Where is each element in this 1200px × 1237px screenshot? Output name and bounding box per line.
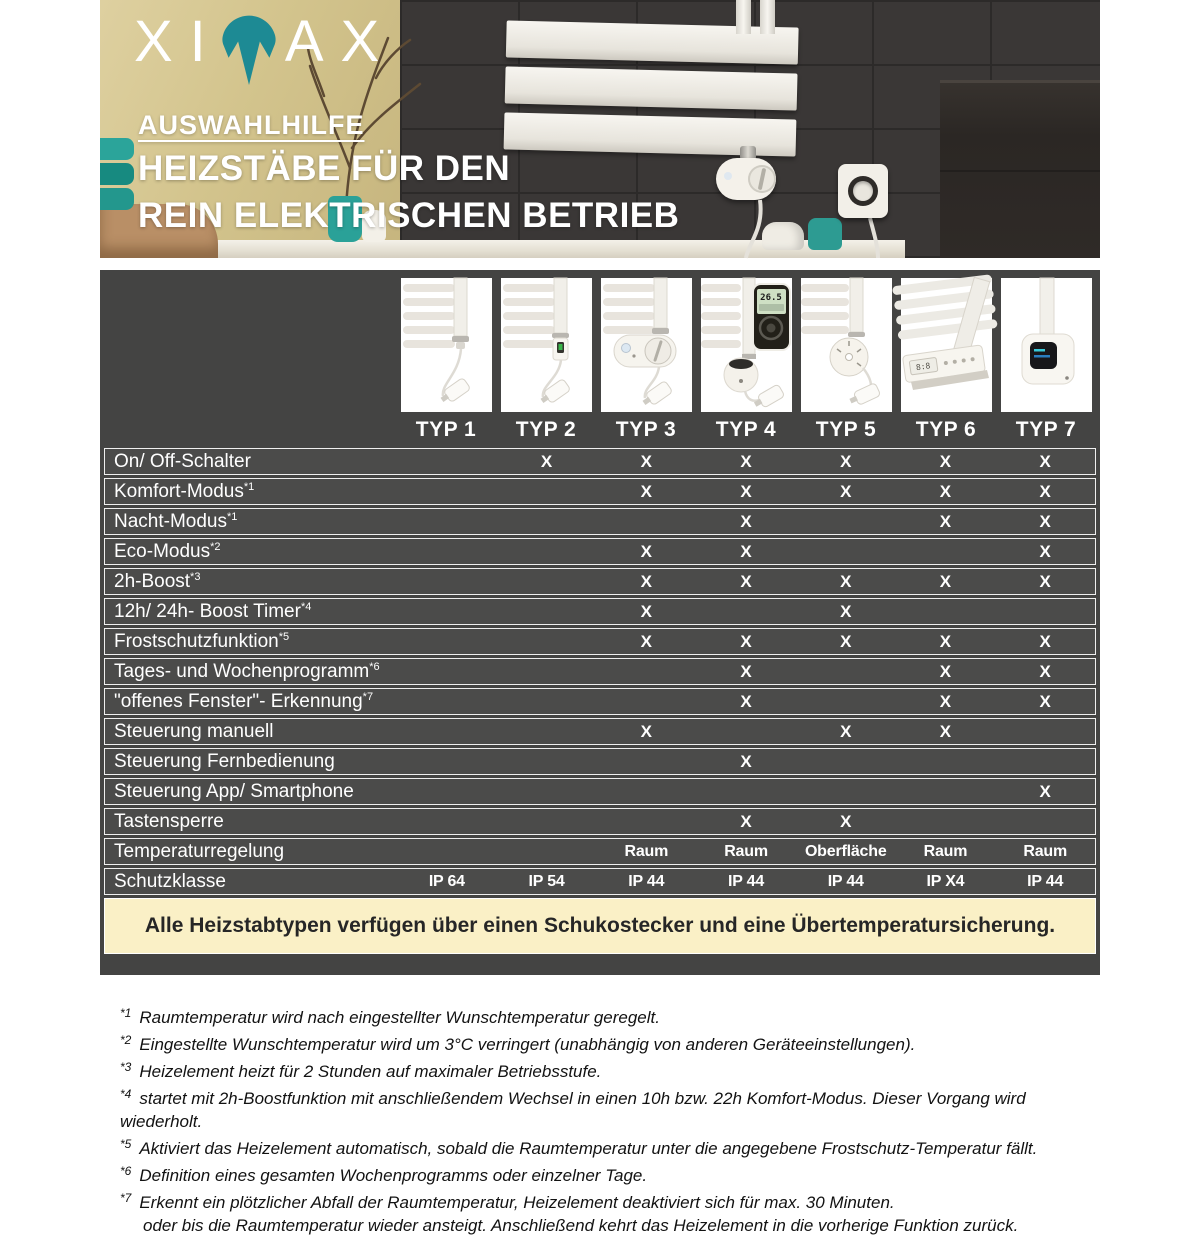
feature-cell: X — [840, 601, 852, 621]
feature-cell: X — [740, 571, 752, 591]
feature-label-sup: *7 — [362, 690, 374, 703]
logo-m-icon — [215, 14, 283, 88]
feature-row — [104, 508, 1096, 535]
feature-label — [105, 601, 397, 623]
feature-cell — [696, 599, 796, 624]
feature-cell — [896, 749, 996, 774]
feature-cell: Raum — [724, 842, 768, 860]
feature-cell: X — [1039, 541, 1051, 561]
feature-cell — [995, 599, 1095, 624]
feature-cells — [397, 629, 1095, 654]
feature-label — [105, 811, 397, 833]
feature-label — [105, 721, 397, 743]
comparison-panel — [100, 270, 1100, 975]
feature-label-text: Temperaturregelung — [114, 840, 285, 862]
feature-cell: X — [939, 691, 952, 711]
feature-cells — [397, 659, 1095, 684]
typ3-label: TYP 3 — [615, 418, 677, 441]
feature-cell: X — [1039, 451, 1051, 471]
svg-text:8:8: 8:8 — [914, 361, 931, 373]
feature-label — [105, 841, 397, 863]
hero-title-line1: HEIZSTÄBE FÜR DEN — [138, 149, 511, 188]
feature-cell: X — [1039, 511, 1051, 531]
feature-cell — [397, 659, 497, 684]
footnote-text: Eingestellte Wunschtemperatur wird um 3°C verringert (unabhängig von anderen Geräteeinstellungen). — [139, 1035, 916, 1054]
feature-label-text: Nacht-Modus — [114, 510, 227, 532]
feature-row — [104, 448, 1096, 475]
feature-row — [104, 628, 1096, 655]
feature-cell — [497, 659, 597, 684]
feature-label — [105, 751, 397, 773]
feature-label-text: Schutzklasse — [114, 870, 226, 892]
feature-cells — [397, 779, 1095, 804]
footnote-item — [120, 1002, 1100, 1029]
feature-cell — [995, 749, 1095, 774]
feature-cell: X — [840, 811, 852, 831]
product-image-typ7 — [1001, 278, 1092, 412]
feature-row — [104, 838, 1096, 865]
feature-label-text: Tastensperre — [114, 810, 224, 832]
feature-cell: Raum — [923, 842, 968, 860]
feature-cell — [397, 449, 497, 474]
feature-cell — [596, 779, 696, 804]
feature-cell — [497, 749, 597, 774]
feature-cell: X — [840, 571, 852, 591]
feature-cell: X — [740, 511, 752, 531]
feature-cell — [696, 779, 796, 804]
typ6-label: TYP 6 — [915, 418, 977, 441]
feature-cells — [397, 689, 1095, 714]
feature-label-text: 12h/ 24h- Boost Timer — [114, 600, 301, 622]
feature-label — [105, 781, 397, 803]
feature-cell: X — [740, 811, 752, 831]
footnote-item — [120, 1133, 1100, 1160]
feature-cell: X — [740, 631, 752, 651]
footnote-text-line2: oder bis die Raumtemperatur wieder ansteigt. Anschließend kehrt das Heizelement in die vorherige Funktion zurück. — [143, 1216, 1019, 1235]
feature-label-text: "offenes Fenster"- Erkennung — [114, 690, 363, 712]
feature-cells — [397, 749, 1095, 774]
feature-cell — [896, 599, 996, 624]
feature-cell: X — [939, 511, 952, 531]
footnote-sup: *2 — [120, 1033, 132, 1047]
feature-cell — [497, 719, 597, 744]
feature-cell — [397, 809, 497, 834]
feature-cell — [397, 569, 497, 594]
feature-cell: X — [640, 481, 652, 501]
feature-label — [105, 481, 397, 503]
feature-label-sup: *1 — [243, 480, 255, 493]
feature-row — [104, 868, 1096, 895]
feature-cell: X — [740, 751, 752, 771]
feature-cells — [397, 509, 1095, 534]
feature-cell: X — [939, 631, 952, 651]
product-column-typ5 — [796, 278, 896, 448]
feature-cells — [397, 449, 1095, 474]
feature-cells — [397, 809, 1095, 834]
feature-cell: X — [840, 481, 852, 501]
footnote-item — [120, 1056, 1100, 1083]
product-image-typ1 — [401, 278, 492, 412]
feature-cell — [995, 809, 1095, 834]
footnote-sup: *5 — [120, 1137, 132, 1151]
product-header-row — [104, 278, 1096, 448]
feature-cell — [497, 539, 597, 564]
feature-cells — [397, 839, 1095, 864]
feature-cell — [497, 569, 597, 594]
feature-cell: X — [640, 451, 652, 471]
feature-cell — [397, 479, 497, 504]
feature-row — [104, 568, 1096, 595]
feature-row — [104, 808, 1096, 835]
feature-cells — [397, 569, 1095, 594]
product-column-typ2 — [496, 278, 596, 448]
feature-cell — [696, 719, 796, 744]
product-image-typ5 — [801, 278, 892, 412]
feature-label-text: 2h-Boost — [114, 570, 191, 592]
feature-cells — [397, 719, 1095, 744]
footnote-text: startet mit 2h-Boostfunktion mit anschließendem Wechsel in einen 10h bzw. 22h Komfort-Modus. Dieser Vorgang wird wiederholt. — [120, 1089, 1026, 1131]
feature-label-text: Eco-Modus — [114, 540, 211, 562]
feature-cell — [995, 719, 1095, 744]
typ4-label: TYP 4 — [715, 418, 777, 441]
feature-cell: X — [740, 691, 752, 711]
feature-row — [104, 478, 1096, 505]
note-banner — [104, 898, 1096, 954]
feature-label — [105, 541, 397, 563]
feature-cell — [397, 779, 497, 804]
feature-cell — [397, 629, 497, 654]
feature-cell: X — [840, 721, 852, 741]
footnote-text: Definition eines gesamten Wochenprogramms oder einzelner Tage. — [139, 1166, 648, 1185]
feature-cell — [397, 539, 497, 564]
feature-row — [104, 778, 1096, 805]
footnote-text: Erkennt ein plötzlicher Abfall der Raumtemperatur, Heizelement deaktiviert sich für max. 30 Minuten. — [139, 1193, 895, 1212]
product-column-typ7 — [996, 278, 1096, 448]
product-image-typ4 — [701, 278, 792, 412]
feature-cell: X — [1039, 691, 1051, 711]
logo-letters-left: XI — [134, 9, 223, 74]
feature-label-sup: *5 — [278, 630, 290, 643]
feature-cell — [497, 809, 597, 834]
feature-cell — [796, 659, 896, 684]
feature-cell: X — [640, 541, 652, 561]
product-image-typ3 — [601, 278, 692, 412]
feature-cell — [497, 509, 597, 534]
feature-cells — [397, 599, 1095, 624]
feature-cell — [596, 509, 696, 534]
feature-label-sup: *3 — [190, 570, 201, 583]
feature-row — [104, 538, 1096, 565]
feature-label-text: Tages- und Wochenprogramm — [114, 660, 370, 682]
feature-cell — [896, 809, 996, 834]
product-column-typ1 — [396, 278, 496, 448]
feature-cell: IP 44 — [727, 872, 765, 890]
feature-cell: IP X4 — [926, 872, 965, 890]
feature-label — [105, 451, 397, 473]
feature-label-text: On/ Off-Schalter — [114, 450, 251, 472]
feature-cell — [497, 599, 597, 624]
feature-cell: X — [939, 571, 952, 591]
feature-cell: Raum — [624, 842, 669, 860]
feature-cell — [497, 839, 597, 864]
feature-cell — [596, 809, 696, 834]
feature-cell: X — [1039, 661, 1051, 681]
feature-row — [104, 688, 1096, 715]
feature-cell: X — [640, 631, 652, 651]
feature-cell: X — [740, 451, 752, 471]
feature-cell — [796, 689, 896, 714]
feature-cell: X — [740, 661, 752, 681]
feature-cell — [796, 749, 896, 774]
product-column-typ6 — [896, 278, 996, 448]
feature-label-text: Frostschutzfunktion — [114, 630, 279, 652]
feature-cell: X — [939, 481, 952, 501]
feature-row — [104, 658, 1096, 685]
typ2-label: TYP 2 — [515, 418, 577, 441]
feature-cell: X — [840, 631, 852, 651]
feature-label-text: Steuerung App/ Smartphone — [114, 780, 354, 802]
footnote-item — [120, 1029, 1100, 1056]
feature-label — [105, 691, 397, 713]
hero-title-line2: REIN ELEKTRISCHEN BETRIEB — [138, 196, 680, 235]
product-image-typ2 — [501, 278, 592, 412]
feature-cell: X — [939, 451, 952, 471]
feature-cell — [497, 629, 597, 654]
footnote-sup: *6 — [120, 1164, 132, 1178]
feature-cell: X — [1039, 781, 1051, 801]
feature-cell — [397, 509, 497, 534]
feature-cell — [397, 719, 497, 744]
feature-row — [104, 598, 1096, 625]
feature-cells — [397, 539, 1095, 564]
feature-cell — [796, 539, 896, 564]
feature-cell — [497, 779, 597, 804]
ximax-logo — [134, 10, 396, 88]
typ7-label: TYP 7 — [1015, 418, 1077, 441]
note-banner-text: Alle Heizstabtypen verfügen über einen Schukostecker und eine Übertemperatursicherung. — [144, 914, 1056, 937]
logo-letters-right: AX — [284, 9, 397, 74]
hero-kicker: AUSWAHLHILFE — [138, 110, 365, 140]
footnote-item — [120, 1083, 1100, 1133]
feature-cell — [397, 599, 497, 624]
feature-cells — [397, 479, 1095, 504]
product-column-typ3 — [596, 278, 696, 448]
feature-cell — [896, 539, 996, 564]
feature-cell — [497, 479, 597, 504]
feature-cell: X — [939, 721, 952, 741]
feature-cell — [796, 509, 896, 534]
feature-label-text: Komfort-Modus — [114, 480, 244, 502]
feature-cell: X — [1039, 571, 1051, 591]
feature-cell: X — [1039, 631, 1051, 651]
feature-label-sup: *1 — [227, 510, 238, 523]
feature-cell: X — [640, 571, 652, 591]
feature-cell — [596, 749, 696, 774]
footnote-text: Aktiviert das Heizelement automatisch, sobald die Raumtemperatur unter die angegebene Frostschutz-Temperatur fällt. — [139, 1139, 1038, 1158]
wall-outlet-plug — [853, 181, 873, 201]
feature-cell — [596, 659, 696, 684]
feature-cell: X — [740, 481, 752, 501]
feature-cell: IP 54 — [528, 872, 565, 890]
feature-label-sup: *2 — [210, 540, 221, 553]
footnote-sup: *7 — [120, 1191, 132, 1205]
feature-row — [104, 718, 1096, 745]
feature-cell — [497, 689, 597, 714]
feature-cell: IP 44 — [1027, 872, 1064, 890]
feature-cell: X — [939, 661, 952, 681]
feature-label-sup: *6 — [369, 660, 380, 673]
feature-label-text: Steuerung Fernbedienung — [114, 750, 335, 772]
feature-cell: X — [640, 601, 652, 621]
feature-cell — [896, 779, 996, 804]
footnote-text: Heizelement heizt für 2 Stunden auf maximaler Betriebsstufe. — [139, 1062, 602, 1081]
feature-cell: Raum — [1023, 842, 1067, 860]
feature-cell: X — [540, 451, 553, 471]
footnote-sup: *1 — [120, 1006, 132, 1020]
feature-label — [105, 571, 397, 593]
feature-cell: X — [840, 451, 852, 471]
feature-cell: IP 64 — [428, 872, 465, 890]
feature-cell: IP 44 — [827, 872, 864, 890]
footnote-sup: *3 — [120, 1060, 132, 1074]
product-column-typ4 — [696, 278, 796, 448]
footnote-item — [120, 1160, 1100, 1187]
feature-cell — [796, 779, 896, 804]
feature-label-sup: *4 — [300, 600, 312, 613]
feature-cell — [397, 839, 497, 864]
product-header-spacer — [104, 278, 396, 448]
feature-cell: X — [740, 541, 752, 561]
feature-cell: Oberfläche — [804, 842, 887, 860]
feature-cell — [596, 689, 696, 714]
feature-cell — [397, 689, 497, 714]
footnotes-section — [120, 1002, 1100, 1237]
typ5-label: TYP 5 — [815, 418, 877, 441]
feature-row — [104, 748, 1096, 775]
feature-cell — [397, 749, 497, 774]
footnote-item — [120, 1187, 1100, 1237]
typ1-label: TYP 1 — [415, 418, 477, 441]
feature-label — [105, 511, 397, 533]
feature-label — [105, 661, 397, 683]
feature-label-text: Steuerung manuell — [114, 720, 274, 742]
feature-cells — [397, 869, 1095, 894]
footnote-sup: *4 — [120, 1087, 132, 1101]
feature-cell: X — [640, 721, 652, 741]
hero-banner — [100, 0, 1100, 258]
feature-label — [105, 631, 397, 653]
feature-rows — [104, 448, 1096, 895]
feature-cell: IP 44 — [628, 872, 665, 890]
footnote-text: Raumtemperatur wird nach eingestellter Wunschtemperatur geregelt. — [139, 1008, 660, 1027]
feature-label — [105, 871, 397, 893]
svg-text:26.5: 26.5 — [759, 293, 782, 303]
feature-cell: X — [1039, 481, 1051, 501]
product-image-typ6 — [901, 278, 992, 412]
